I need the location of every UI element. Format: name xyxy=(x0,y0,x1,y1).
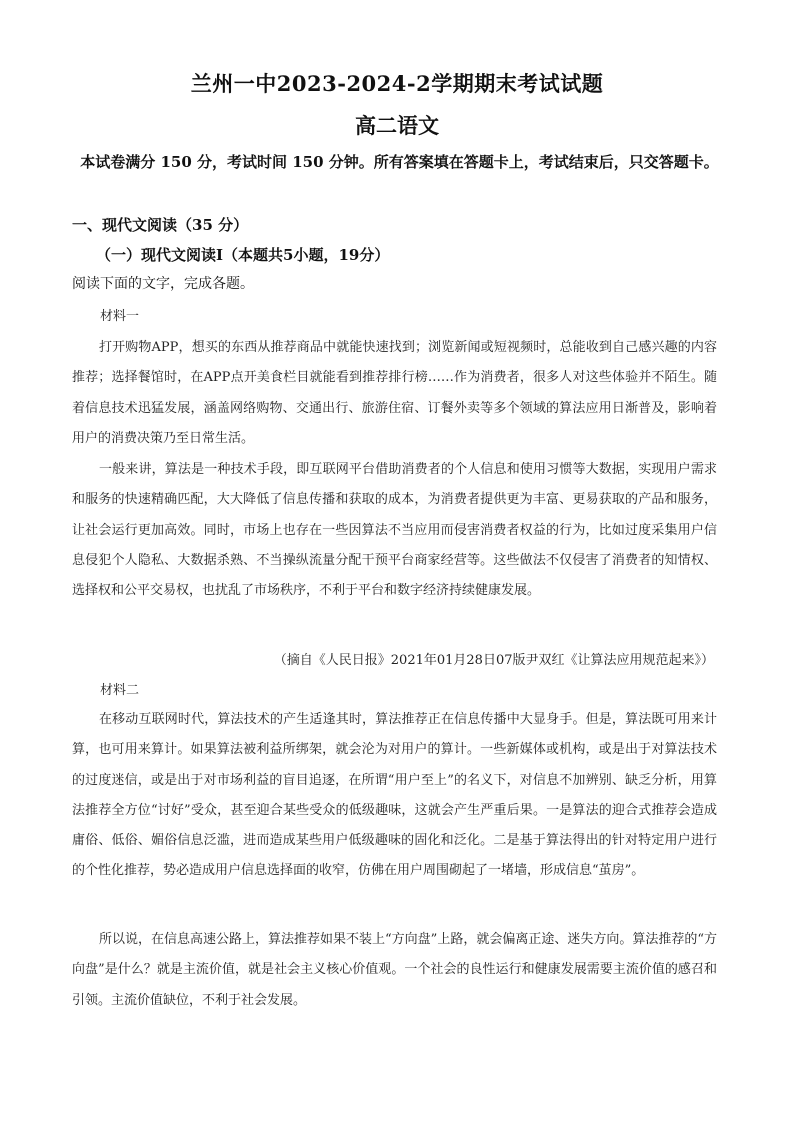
exam-title: 兰州一中2023-2024-2学期期末考试试题 xyxy=(190,71,604,96)
exam-instructions: 本试卷满分 150 分，考试时间 150 分钟。所有答案填在答题卡上，考试结束后，只交答题卡。 xyxy=(80,153,719,171)
material-two-paragraph-2: 所以说，在信息高速公路上，算法推荐如果不装上“方向盘”上路，就会偏离正途、迷失方向。算法推荐的“方向盘”是什么？就是主流价值，就是社会主义核心价值观。一个社会的良性运行和健康发展需要主流价值的感召和引领。主流价值缺位，不利于社会发展。 xyxy=(72,932,717,1008)
material-two-label: 材料二 xyxy=(100,683,140,698)
subsection-heading: （一）现代文阅读Ⅰ（本题共5小题，19分） xyxy=(96,246,390,264)
material-one-source: （摘自《人民日报》2021年01月28日07版尹双红《让算法应用规范起来》） xyxy=(273,653,714,668)
material-one-paragraph-2: 一般来讲，算法是一种技术手段，即互联网平台借助消费者的个人信息和使用习惯等大数据，实现用户需求和服务的快速精确匹配，大大降低了信息传播和获取的成本，为消费者提供更为丰富、更易获取的产品和服务，让社会运行更加高效。同时，市场上也存在一些因算法不当应用而侵害消费者权益的行为，比如过度采集用户信息侵犯个人隐私、大数据杀熟、不当操纵流量分配干预平台商家经营等。这些做法不仅侵害了消费者的知情权、选择权和公平交易权，也扰乱了市场秩序，不利于平台和数字经济持续健康发展。 xyxy=(72,462,717,599)
reading-prompt: 阅读下面的文字，完成各题。 xyxy=(72,276,254,292)
section-heading: 一、现代文阅读（35 分） xyxy=(72,216,249,234)
material-one-paragraph-1: 打开购物APP，想买的东西从推荐商品中就能快速找到；浏览新闻或短视频时，总能收到自己感兴趣的内容推荐；选择餐馆时，在APP点开美食栏目就能看到推荐排行榜……作为消费者，很多人对这些体验并不陌生。随着信息技术迅猛发展，涵盖网络购物、交通出行、旅游住宿、订餐外卖等多个领域的算法应用日渐普及，影响着用户的消费决策乃至日常生活。 xyxy=(72,340,717,446)
material-one-label: 材料一 xyxy=(100,309,140,324)
material-two-paragraph-1: 在移动互联网时代，算法技术的产生适逢其时，算法推荐正在信息传播中大显身手。但是，算法既可用来计算，也可用来算计。如果算法被利益所绑架，就会沦为对用户的算计。一些新媒体或机构，或是出于对算法技术的过度迷信，或是出于对市场利益的盲目追逐，在所谓“用户至上”的名义下，对信息不加辨别、缺乏分析，用算法推荐全方位“讨好”受众，甚至迎合某些受众的低级趣味，这就会产生严重后果。一是算法的迎合式推荐会造成庸俗、低俗、媚俗信息泛滥，进而造成某些用户低级趣味的固化和泛化。二是基于算法得出的针对特定用户进行的个性化推荐，势必造成用户信息选择面的收窄，仿佛在用户周围砌起了一堵墙，形成信息“茧房”。 xyxy=(72,712,717,879)
exam-subtitle: 高二语文 xyxy=(355,113,439,138)
